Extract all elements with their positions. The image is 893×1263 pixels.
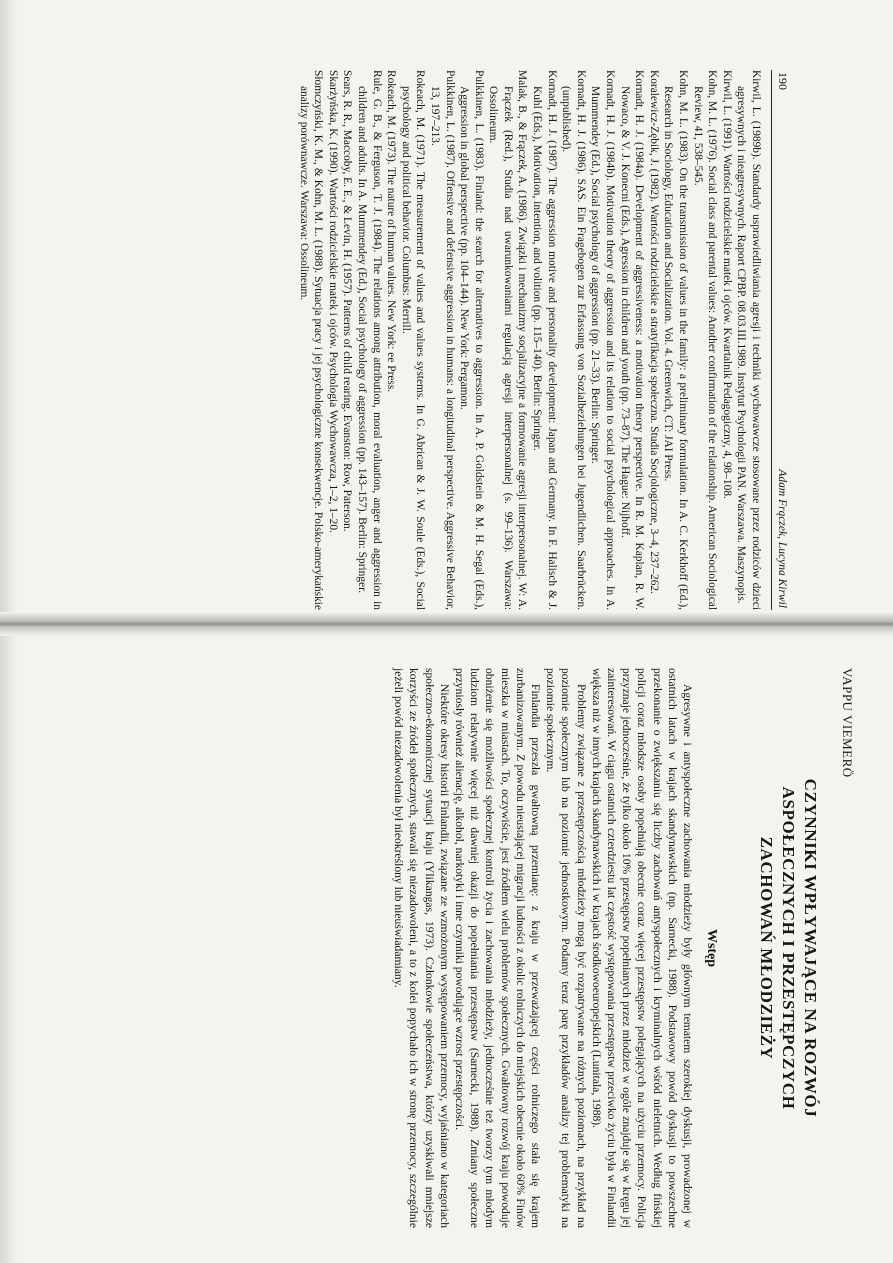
reference-entry: Malak, B., & Frączek, A. (1986). Związki i mechanizmy socjalizacyjne a formowanie agresji interpersonalnej. W: A. Frączek (Red.), Studia nad uwarunkowaniami regulacją agresji interpersonalnej (s. 99–136). Warszawa: Ossolineum. — [487, 70, 529, 610]
reference-entry: Kohn, M. L. (1976). Social class and parental values: Another confirmation of the relationship. American Sociological Review, 41, 538–545. — [691, 70, 719, 610]
reference-entry: Kohn, M. L. (1983). On the transmission of values in the family: a preliminary formulation. In A. C. Kerkhoff (Ed.), Research in Sociology, Education and Socialization. Vol. 4. Greenwich, CT: JAI Press. — [662, 70, 690, 610]
title-line: ZACHOWAŃ MŁODZIEŻY — [757, 836, 776, 1060]
reference-entry: Kornadt, H. J. (1987). The aggression motive and personality development: Japan and Germany. In F. Halisch & J. Kuhl (Eds.), Motivation, intention, and volition (pp. 115–140). Berlin: Springer. — [531, 70, 558, 610]
book-fold — [0, 612, 893, 636]
title-line: ASPOŁECZNYCH I PRZESTĘPCZYCH — [779, 786, 798, 1110]
paragraph: Niektóre okresy historii Finlandii, związane ze wzmożonym występowaniem przemocy, wyjaśniano w kategoriach społeczno-ekonomicznej sytuacji kraju (Ylikangas, 1973). Członkowie społeczeństwa, którzy uzyskiwali mniejsze korzyści ze źródeł społecznych, stawali się niezadowoleni, a to z kolei popychało ich w stronę przemocy, szczególnie jeżeli powód niezadowolenia był nieokreślony lub nieuświadamiany. — [392, 668, 451, 1228]
reference-entry: Rule, G. B., & Ferguson, T. J. (1984). The relations among attribution, moral evaluation, anger and aggression in children and adults. In A. Mummendey (Ed.), Social psychology of aggression (pp. 143–157). Berlin: Springer. — [355, 70, 383, 610]
page-number: 190 — [776, 72, 790, 90]
reference-entry: Kirwil, L. (1991). Wartości rodzicielskie matek i ojców. Kwartalnik Pedagogiczny, 4, 98–108. — [720, 70, 733, 499]
reference-entry: Kirwil, L. (1989b). Standardy usprawiedliwiania agresji i techniki wychowawcze stosowane przez rodziców dzieci agresywnych i nieagresywnych. Raport CPBP. 08.03.III.1989. Instytut Psychologii PAN. Warszawa. Maszynopis. — [735, 70, 762, 610]
article-page — [65, 668, 855, 1228]
title-line: CZYNNIKI WPŁYWAJĄCE NA ROZWÓJ — [801, 778, 820, 1118]
reference-entry: Pulkkinen, L. (1987). Offensive and defensive aggression in humans: a longitudinal perspective. Aggressive Behavior, 13, 197–213. — [428, 70, 456, 610]
reference-entry: Sears, R. R., Maccoby, E. E., & Levin, H. (1957). Patterns of child rearing. Evanston: Row, Paterson. — [341, 70, 354, 532]
reference-entry: Kornadt, H. J. (1986). SAS. Ein Fragebogen zur Erfassung von Sozialbeziehungen bei Jugendlichen. Saarbrücken. (unpublished). — [560, 70, 587, 610]
reference-entry: Rokeach, M. (1971). The measurement of values and values systems. In G. Abrican & J. W. Soule (Eds.), Social psychology and political behavior. Columbus: Merrill. — [399, 70, 427, 610]
article-title — [755, 668, 821, 1228]
reference-entry: Kornadt, H. J. (1984b). Motivation theory of aggression and its relation to social psychological approaches. In A. Mummendey (Ed.), Social psychology of aggression (pp. 21–33). Berlin: Springer. — [589, 70, 617, 610]
paragraph: Agresywne i antyspołeczne zachowania młodzieży były głównym tematem szerokiej dyskusji, prowadzonej w ostatnich latach w krajach skandynawskich (np. Sarnecki, 1988). Podstawowy powód dyskusji to powszechne przekonanie o zwiększaniu się liczby zachowań antyspołecznych i kryminalnych wśród nieletnich. Według fińskiej policji coraz młodsze osoby popełniają obecnie coraz więcej przestępstw polegających na użyciu przemocy. Policja przyznaje jednocześnie, że tylko około 10% przestępstw popełnianych przez młodzież w ogóle znajduje się w kręgu jej zainteresowań. W ciągu ostatnich czterdziestu lat częstość występowania przestępstw przeciwko życiu była w Finlandii większa niż w innych krajach skandynawskich i w krajach środkowoeuropejskich (Lunitala, 1988). — [589, 668, 694, 1228]
article-author: VAPPU VIEMERÖ — [840, 668, 855, 778]
article-body — [391, 668, 695, 1228]
reference-entry: Słomczyński, K. M., & Kohn, M. L. (1988). Sytuacja pracy i jej psychologiczne konsekwencje. Polsko-amerykańskie analizy porównawcze. Warszawa: Ossolineum. — [297, 70, 325, 610]
references-page — [0, 70, 790, 610]
reference-list — [296, 70, 763, 610]
paragraph: Finlandia przeszła gwałtowną przemianę: z kraju w przeważającej części rolniczego stała się krajem zurbanizowanym. Z powodu nieustającej migracji ludności z okolic rolniczych do miejskich obecnie około 60% Finów mieszka w miastach. To, oczywiście, jest źródłem wielu problemów społecznych. Gwałtowny rozwój kraju powoduje obniżenie się możliwości społecznej kontroli życia i zachowania młodzieży, jednocześnie też tworzy tym młodym ludziom relatywnie więcej niż dawniej okazji do popełniania przestępstw (Sarnecki, 1988). Zmiany społeczne przyniosły również alienację, alkohol, narkotyki i inne czynniki powodujące wzrost przestępczości. — [452, 668, 542, 1228]
section-heading: Wstęp — [704, 928, 719, 968]
paragraph: Problemy związane z przestępczością młodzieży mogą być rozpatrywane na różnych poziomach, na przykład na poziomie społecznym lub na poziomie jednostkowym. Podamy teraz parę przykładów analizy tej problematyki na poziomie społecznym. — [544, 668, 588, 1228]
reference-entry: Skarżyńska, K. (1990). Wartości rodzicielskie matek i ojców. Psychologia Wychowawcza, 1–2, 1–20. — [326, 70, 339, 533]
reference-entry: Koralewicz-Zębik, J. (1982). Wartości rodzicielskie a stratyfikacja społeczna. Studia Socjologiczne, 3–4, 237–262. — [647, 70, 660, 594]
reference-entry: Pulkkinen, L. (1983). Finland: the search for alternatives to aggression. In A. P. Goldstein & M. H. Segal (Eds.), Aggression in global perspective (pp. 104–144). New York: Pergamon. — [458, 70, 485, 610]
reference-entry: Kornadt, H. J. (1984a). Development of aggressiveness: a motivation theory perspective. In R. M. Kaplan, R. W. Nowaco, & V. J. Konecni (Eds.), Agression in children and youth (pp. 73–87). The Hague: Nijhoff. — [618, 70, 646, 610]
reference-entry: Rokeach, M. (1973). The nature of human values. New York: ee Press. — [385, 70, 398, 393]
page-header — [771, 70, 790, 610]
running-head: Adam Frączek, Lucyna Kirwil — [776, 469, 788, 608]
